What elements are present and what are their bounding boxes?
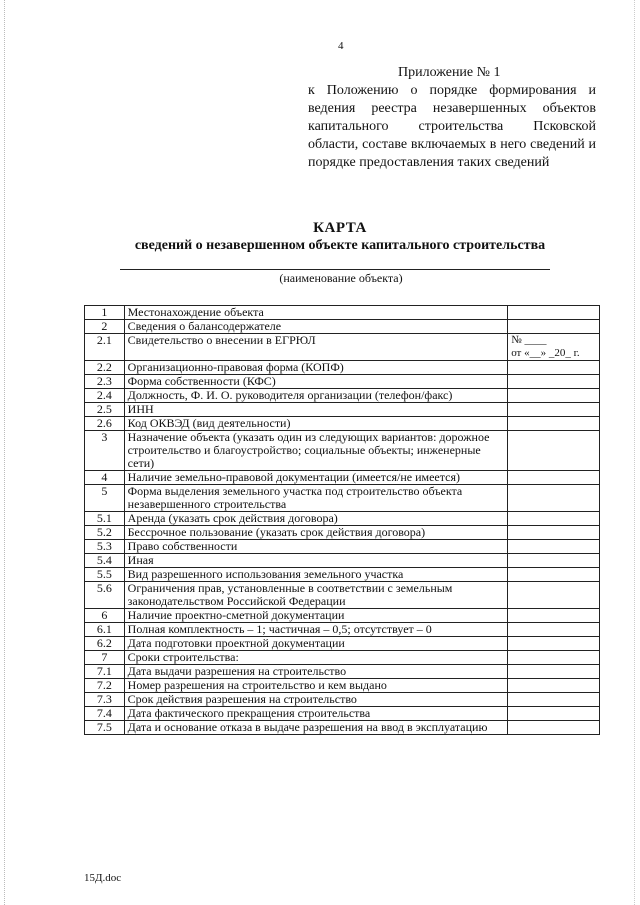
table-row bbox=[85, 431, 600, 471]
row-number: 3 bbox=[85, 431, 125, 471]
row-label: Свидетельство о внесении в ЕГРЮЛ bbox=[124, 334, 508, 361]
row-label: Код ОКВЭД (вид деятельности) bbox=[124, 417, 508, 431]
annex-title: Приложение № 1 bbox=[398, 65, 501, 80]
table-row bbox=[85, 471, 600, 485]
table-row bbox=[85, 609, 600, 623]
table-row bbox=[85, 526, 600, 540]
row-value-field[interactable] bbox=[508, 417, 600, 431]
row-value-field[interactable] bbox=[508, 665, 600, 679]
row-label: Аренда (указать срок действия договора) bbox=[124, 512, 508, 526]
document-title: КАРТА bbox=[313, 220, 367, 236]
row-label: Дата фактического прекращения строительства bbox=[124, 707, 508, 721]
row-value-field[interactable] bbox=[508, 693, 600, 707]
object-name-line bbox=[120, 269, 550, 270]
row-value-field[interactable] bbox=[508, 707, 600, 721]
table-row bbox=[85, 320, 600, 334]
object-name-caption: (наименование объекта) bbox=[279, 271, 403, 285]
table-row bbox=[85, 375, 600, 389]
row-number: 4 bbox=[85, 471, 125, 485]
row-number: 5 bbox=[85, 485, 125, 512]
row-value-field[interactable] bbox=[508, 320, 600, 334]
row-label: Наличие земельно-правовой документации (имеется/не имеется) bbox=[124, 471, 508, 485]
row-number: 7.5 bbox=[85, 721, 125, 735]
document-subtitle: сведений о незавершенном объекте капитального строительства bbox=[134, 238, 546, 253]
row-number: 5.1 bbox=[85, 512, 125, 526]
row-number: 7 bbox=[85, 651, 125, 665]
row-label: Срок действия разрешения на строительство bbox=[124, 693, 508, 707]
row-label: Форма выделения земельного участка под строительство объекта незавершенного строительства bbox=[124, 485, 508, 512]
row-label: Дата подготовки проектной документации bbox=[124, 637, 508, 651]
row-value-field[interactable] bbox=[508, 582, 600, 609]
table-row bbox=[85, 512, 600, 526]
row-value-field[interactable] bbox=[508, 403, 600, 417]
scan-edge-right bbox=[634, 0, 635, 905]
value-line: от «__» _20_ г. bbox=[511, 347, 580, 359]
row-value-field[interactable] bbox=[508, 512, 600, 526]
row-value-field[interactable] bbox=[508, 389, 600, 403]
row-label: Дата выдачи разрешения на строительство bbox=[124, 665, 508, 679]
table-row bbox=[85, 361, 600, 375]
row-number: 7.4 bbox=[85, 707, 125, 721]
table-row bbox=[85, 334, 600, 361]
row-label: Полная комплектность – 1; частичная – 0,5; отсутствует – 0 bbox=[124, 623, 508, 637]
row-label: Назначение объекта (указать один из следующих вариантов: дорожное строительство и благоустройство; социальные объекты; инженерные сети) bbox=[124, 431, 508, 471]
row-number: 6.1 bbox=[85, 623, 125, 637]
row-label: Должность, Ф. И. О. руководителя организации (телефон/факс) bbox=[124, 389, 508, 403]
row-label: Дата и основание отказа в выдаче разрешения на ввод в эксплуатацию bbox=[124, 721, 508, 735]
card-table bbox=[84, 305, 600, 735]
row-label: Сведения о балансодержателе bbox=[124, 320, 508, 334]
row-label: Сроки строительства: bbox=[124, 651, 508, 665]
row-value-field[interactable] bbox=[508, 306, 600, 320]
row-label: Номер разрешения на строительство и кем выдано bbox=[124, 679, 508, 693]
row-number: 5.5 bbox=[85, 568, 125, 582]
row-label: Наличие проектно-сметной документации bbox=[124, 609, 508, 623]
row-value-field[interactable] bbox=[508, 651, 600, 665]
row-label: Форма собственности (КФС) bbox=[124, 375, 508, 389]
row-label: Организационно-правовая форма (КОПФ) bbox=[124, 361, 508, 375]
table-row bbox=[85, 693, 600, 707]
scan-edge-left bbox=[4, 0, 5, 905]
row-value-field[interactable] bbox=[508, 623, 600, 637]
row-label: Вид разрешенного использования земельного участка bbox=[124, 568, 508, 582]
table-row bbox=[85, 637, 600, 651]
row-number: 5.4 bbox=[85, 554, 125, 568]
row-value-field[interactable] bbox=[508, 540, 600, 554]
table-row bbox=[85, 306, 600, 320]
row-value-field[interactable] bbox=[508, 334, 600, 361]
table-row bbox=[85, 554, 600, 568]
row-value-field[interactable] bbox=[508, 568, 600, 582]
table-row bbox=[85, 485, 600, 512]
table-row bbox=[85, 389, 600, 403]
row-number: 2.6 bbox=[85, 417, 125, 431]
row-number: 2.2 bbox=[85, 361, 125, 375]
table-row bbox=[85, 721, 600, 735]
row-label: Бессрочное пользование (указать срок действия договора) bbox=[124, 526, 508, 540]
table-row bbox=[85, 582, 600, 609]
value-line: № ____ bbox=[511, 334, 547, 346]
page-number: 4 bbox=[338, 40, 344, 52]
row-value-field[interactable] bbox=[508, 485, 600, 512]
table-row bbox=[85, 679, 600, 693]
row-value-field[interactable] bbox=[508, 609, 600, 623]
table-row bbox=[85, 540, 600, 554]
row-label: Право собственности bbox=[124, 540, 508, 554]
row-value-field[interactable] bbox=[508, 721, 600, 735]
row-label: Ограничения прав, установленные в соответствии с земельным законодательством Российской Федерации bbox=[124, 582, 508, 609]
row-value-field[interactable] bbox=[508, 375, 600, 389]
row-value-field[interactable] bbox=[508, 361, 600, 375]
row-number: 2.1 bbox=[85, 334, 125, 361]
row-number: 1 bbox=[85, 306, 125, 320]
row-label: ИНН bbox=[124, 403, 508, 417]
row-value-field[interactable] bbox=[508, 471, 600, 485]
row-number: 7.1 bbox=[85, 665, 125, 679]
row-label: Местонахождение объекта bbox=[124, 306, 508, 320]
row-value-field[interactable] bbox=[508, 637, 600, 651]
row-number: 2.5 bbox=[85, 403, 125, 417]
row-label: Иная bbox=[124, 554, 508, 568]
row-number: 7.3 bbox=[85, 693, 125, 707]
row-value-field[interactable] bbox=[508, 526, 600, 540]
row-value-field[interactable] bbox=[508, 431, 600, 471]
row-value-field[interactable] bbox=[508, 679, 600, 693]
row-number: 2.4 bbox=[85, 389, 125, 403]
table-row bbox=[85, 707, 600, 721]
footer-filename: 15Д.doc bbox=[84, 872, 122, 884]
row-number: 2 bbox=[85, 320, 125, 334]
table-row bbox=[85, 417, 600, 431]
row-value-field[interactable] bbox=[508, 554, 600, 568]
table-row bbox=[85, 665, 600, 679]
row-number: 5.3 bbox=[85, 540, 125, 554]
row-number: 7.2 bbox=[85, 679, 125, 693]
table-row bbox=[85, 403, 600, 417]
row-number: 2.3 bbox=[85, 375, 125, 389]
annex-text: к Положению о порядке формирования и ведения реестра незавершенных объектов капитального строительства Псковской области, составе включаемых в него сведений и порядке предоставления таких сведений bbox=[308, 83, 596, 170]
table-row bbox=[85, 651, 600, 665]
table-row bbox=[85, 568, 600, 582]
table-row bbox=[85, 623, 600, 637]
row-number: 5.2 bbox=[85, 526, 125, 540]
row-number: 5.6 bbox=[85, 582, 125, 609]
row-number: 6.2 bbox=[85, 637, 125, 651]
row-number: 6 bbox=[85, 609, 125, 623]
